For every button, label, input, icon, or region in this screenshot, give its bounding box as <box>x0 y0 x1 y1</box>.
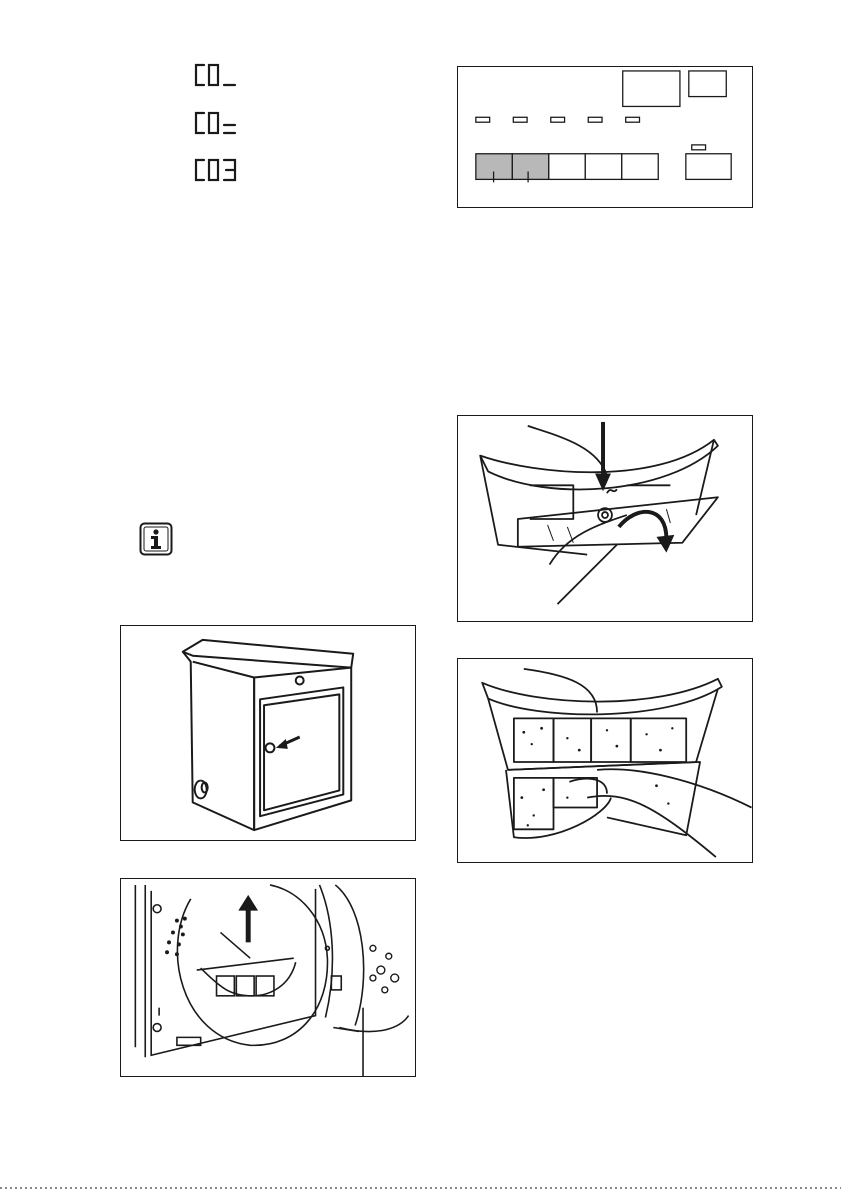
panel-display-small <box>689 71 726 97</box>
display-code-co3 <box>192 157 252 183</box>
panel-button-4 <box>585 154 621 180</box>
panel-button-3 <box>549 154 585 180</box>
segment-display-co1 <box>192 62 252 88</box>
control-panel-svg <box>458 67 752 207</box>
display-code-co2 <box>192 110 252 136</box>
led-4 <box>588 117 602 122</box>
panel-display-large <box>623 71 680 106</box>
led-6 <box>692 145 706 150</box>
led-3 <box>551 117 565 122</box>
panel-button-start <box>686 154 731 180</box>
filter-lift-illustration <box>121 879 415 1076</box>
led-1 <box>476 117 490 122</box>
filter-clean-figure <box>457 658 753 863</box>
filter-open-figure <box>457 415 753 622</box>
filter-open-illustration <box>458 416 752 621</box>
filter-removal-figure <box>120 878 416 1077</box>
display-code-co1 <box>192 62 252 88</box>
page-bottom-dashed-line <box>0 1187 841 1189</box>
segment-display-co2 <box>192 110 252 136</box>
filter-clean-illustration <box>458 659 752 862</box>
segment-display-co3 <box>192 157 252 183</box>
control-panel-diagram <box>457 66 753 208</box>
panel-button-5 <box>622 154 658 180</box>
info-icon <box>139 522 173 556</box>
dryer-front-figure <box>120 625 416 841</box>
panel-button-2 <box>512 154 548 180</box>
led-5 <box>626 117 640 122</box>
led-2 <box>513 117 527 122</box>
dryer-illustration <box>121 626 415 840</box>
